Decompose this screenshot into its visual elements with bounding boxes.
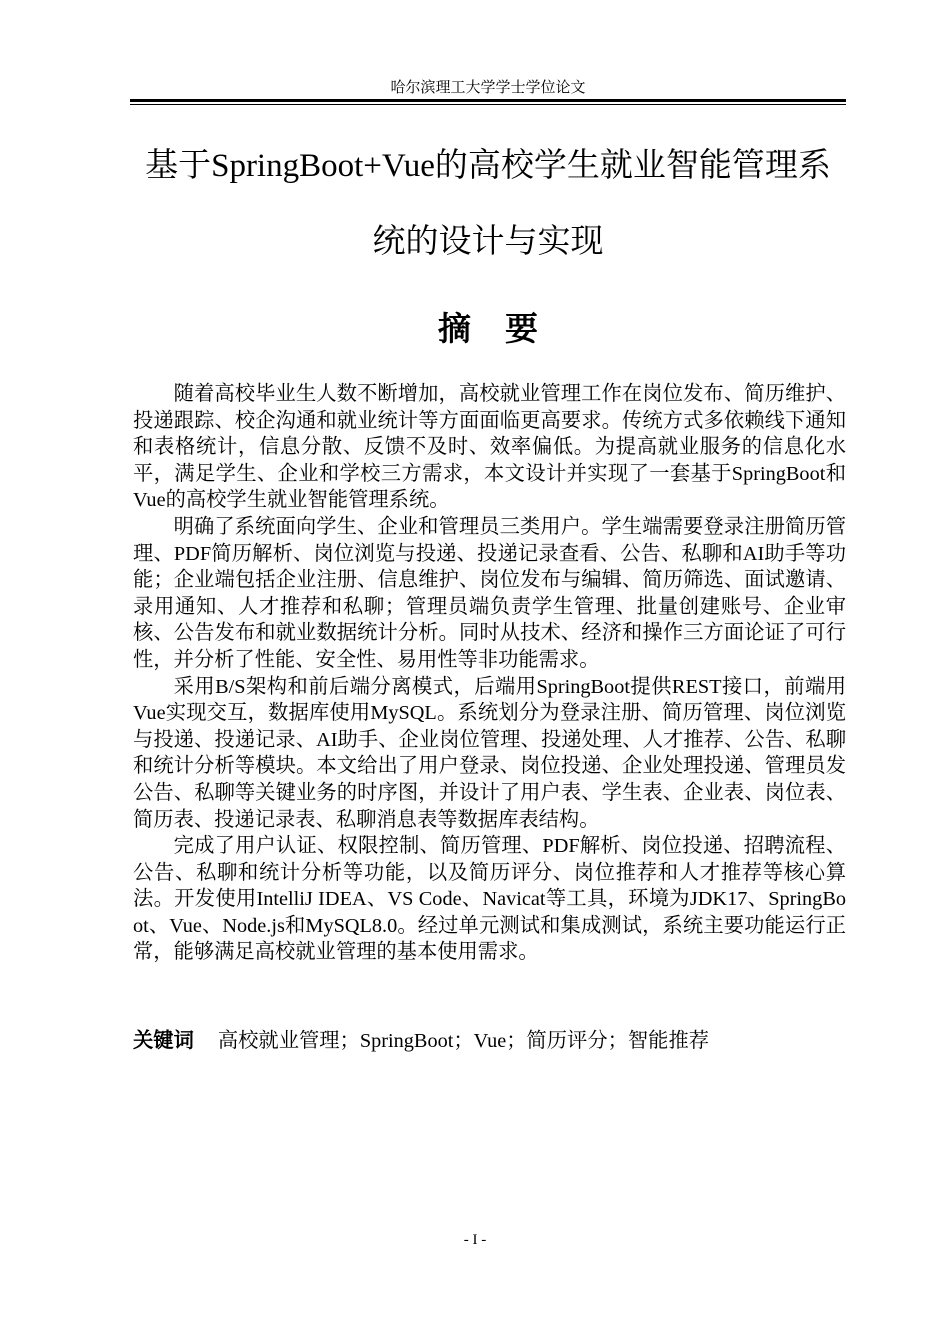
abstract-paragraph-1: 随着高校毕业生人数不断增加，高校就业管理工作在岗位发布、简历维护、投递跟踪、校企沟通和就业统计等方面面临更高要求。传统方式多依赖线下通知和表格统计，信息分散、反馈不及时、效率偏低。为提高就业服务的信息化水平，满足学生、企业和学校三方需求，本文设计并实现了一套基于SpringBoot和Vue的高校学生就业智能管理系统。	[133, 383, 846, 512]
header-rule-thick	[130, 99, 846, 102]
abstract-heading: 摘要	[438, 312, 572, 348]
keywords-line	[133, 1028, 846, 1055]
thesis-title-line-2: 统的设计与实现	[372, 224, 604, 260]
keywords-label: 关键词	[133, 1030, 194, 1052]
header-rule-thin	[130, 104, 846, 105]
abstract-paragraph-3: 采用B/S架构和前后端分离模式，后端用SpringBoot提供REST接口，前端用Vue实现交互，数据库使用MySQL。系统划分为登录注册、简历管理、岗位浏览与投递、投递记录、AI助手、企业岗位管理、投递处理、人才推荐、公告、私聊和统计分析等模块。本文给出了用户登录、岗位投递、企业处理投递、管理员发公告、私聊等关键业务的时序图，并设计了用户表、学生表、企业表、岗位表、简历表、投递记录表、私聊消息表等数据库表结构。	[133, 675, 846, 831]
abstract-paragraph-4: 完成了用户认证、权限控制、简历管理、PDF解析、岗位投递、招聘流程、公告、私聊和统计分析等功能，以及简历评分、岗位推荐和人才推荐等核心算法。开发使用IntelliJ IDEA、VS Code、Navicat等工具，环境为JDK17、SpringBoot、Vue、Node.js和MySQL8.0。经过单元测试和集成测试，系统主要功能运行正常，能够满足高校就业管理的基本使用需求。	[133, 835, 846, 964]
abstract-paragraph-2: 明确了系统面向学生、企业和管理员三类用户。学生端需要登录注册简历管理、PDF简历解析、岗位浏览与投递、投递记录查看、公告、私聊和AI助手等功能；企业端包括企业注册、信息维护、岗位发布与编辑、简历筛选、面试邀请、录用通知、人才推荐和私聊；管理员端负责学生管理、批量创建账号、企业审核、公告发布和就业数据统计分析。同时从技术、经济和操作三方面论证了可行性，并分析了性能、安全性、易用性等非功能需求。	[133, 515, 846, 671]
abstract-body	[133, 381, 846, 966]
running-header: 哈尔滨理工大学学士学位论文	[390, 80, 586, 96]
keywords-text: 高校就业管理；SpringBoot；Vue；简历评分；智能推荐	[217, 1030, 710, 1052]
thesis-title-line-1: 基于SpringBoot+Vue的高校学生就业智能管理系	[145, 148, 831, 184]
page-number: - I -	[463, 1232, 487, 1248]
